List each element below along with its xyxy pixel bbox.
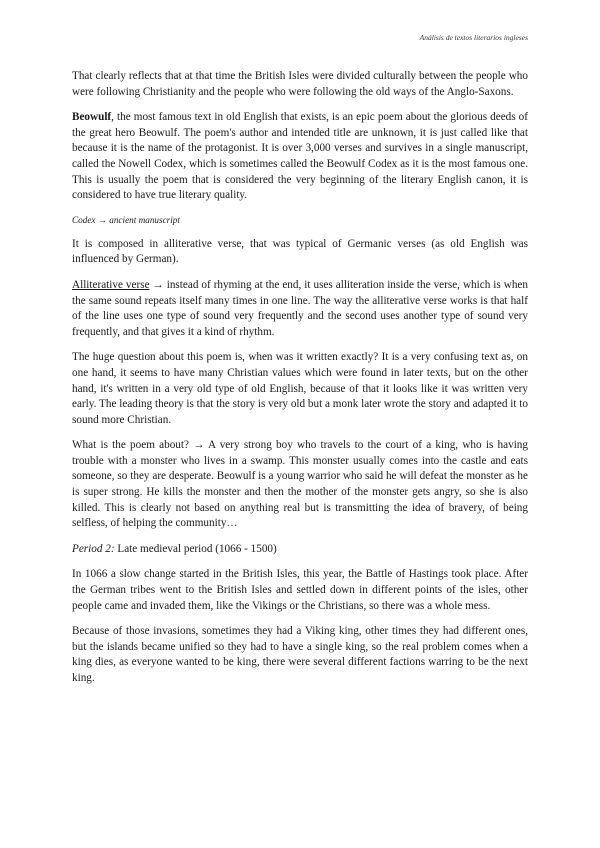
paragraph-anglo-saxons: That clearly reflects that at that time the British Isles were divided culturally between the people who were following Christianity and the people who were following the old ways of the Anglo-Saxons. (72, 70, 528, 98)
running-header: Análisis de textos literarios ingleses (419, 33, 528, 42)
alliterative-verse-text: → instead of rhyming at the end, it uses alliteration inside the verse, which is when the same sound repeats itself many times in one line. The way the alliterative verse works is that half of the line uses one type of sound very frequently and the second uses another type of sound very frequently, and that gives it a kind of rhythm. (72, 278, 528, 338)
beowulf-text: , the most famous text in old English that exists, is an epic poem about the glorious deeds of the great hero Beowulf. The poem's author and intended title are unknown, it is just called like that because it is the name of the protagonist. It is over 3,000 verses and survives in a single manuscript, called the Nowell Codex, which is sometimes called the Beowulf Codex as it is the most famous one. This is usually the poem that is considered the very beginning of the literary English canon, it is considered to have true literary quality. (72, 111, 528, 202)
beowulf-term: Beowulf (72, 111, 112, 124)
paragraph-alliterative-verse (72, 278, 528, 340)
paragraph-alliterative-composition: It is composed in alliterative verse, that was typical of Germanic verses (as old English was influenced by German). (72, 237, 528, 266)
paragraph-beowulf (72, 110, 528, 204)
page-content (72, 69, 528, 697)
paragraph-dating-question: The huge question about this poem is, when was it written exactly? It is a very confusing text as, on one hand, it seems to have many Christian values which were found in later texts, but on the other hand, it's written in a very old type of old English, because of that it looks like it was written very early. The leading theory is that the story is very old but a monk later wrote the story and adapted it to sound more Christian. (72, 351, 528, 426)
alliterative-verse-term: Alliterative verse (72, 278, 150, 291)
period-label: Period 2: (72, 542, 115, 555)
period-text: Late medieval period (1066 - 1500) (114, 542, 277, 555)
paragraph-invasions: Because of those invasions, sometimes they had a Viking king, other times they had different ones, but the islands became unified so they had to have a single king, so the real problem comes when a king dies, as everyone wanted to be king, there were several different factions warring to be the next king. (72, 625, 528, 684)
paragraph-hastings: In 1066 a slow change started in the British Isles, this year, the Battle of Hastings took place. After the German tribes went to the British Isles and settled down in different points of the isles, other people came and invaded them, like the Vikings or the Christians, so there was a whole mess. (72, 568, 528, 612)
paragraph-poem-summary: What is the poem about? → A very strong boy who travels to the court of a king, who is having trouble with a monster who lives in a swamp. This monster usually comes into the castle and eats someone, so they are desperate. Beowulf is a young warrior who said he will defeat the monster as he is super strong. He kills the monster and then the mother of the monster gets angry, so she is also killed. This is clearly not based on anything real but is transmitting the idea of bravery, of being selfless, of helping the community… (72, 439, 528, 530)
codex-note: Codex → ancient manuscript (72, 214, 180, 225)
period-heading (72, 542, 528, 558)
